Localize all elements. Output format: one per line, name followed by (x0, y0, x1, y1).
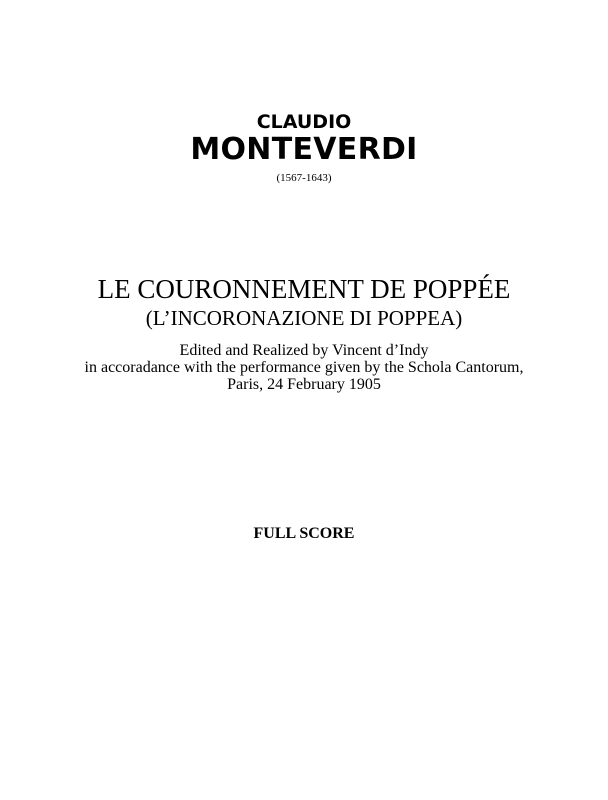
composer-dates: (1567-1643) (276, 172, 332, 184)
credits-editor-line: Edited and Realized by Vincent d’Indy (179, 342, 429, 359)
work-subtitle: (L’INCORONAZIONE DI POPPEA) (145, 306, 463, 330)
credits-block (0, 342, 608, 393)
composer-first-name: CLAUDIO (256, 111, 352, 133)
credits-performance-line: in accoradance with the performance given by the Schola Cantorum, (84, 359, 524, 376)
composer-last-name: MONTEVERDI (190, 132, 418, 167)
edition-label: FULL SCORE (253, 525, 355, 542)
work-title: LE COURONNEMENT DE POPPÉE (97, 274, 511, 304)
credits-place-date-line: Paris, 24 February 1905 (227, 376, 381, 393)
